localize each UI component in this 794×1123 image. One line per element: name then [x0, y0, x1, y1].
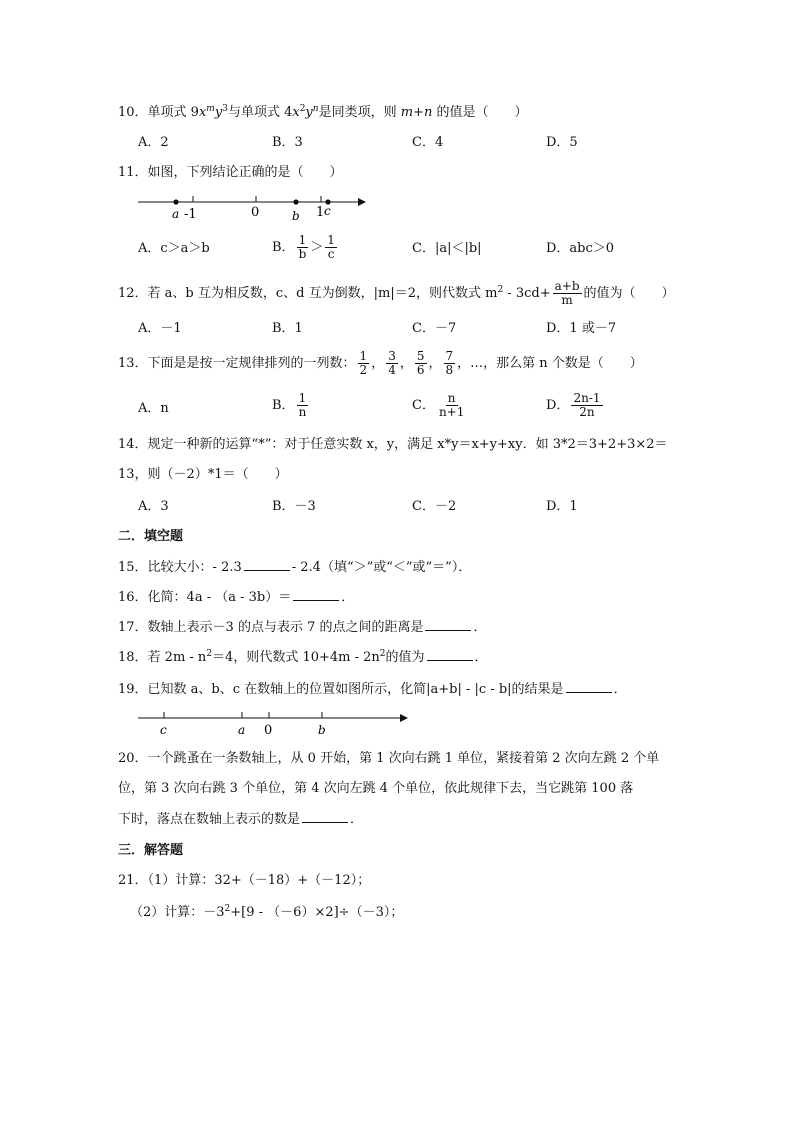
label-b: b [292, 209, 300, 223]
option-d[interactable]: D．1 [546, 499, 578, 514]
arrow-head [358, 198, 366, 206]
label-zero: 0 [251, 205, 260, 220]
option-c[interactable]: C．－2 [412, 499, 457, 514]
question-text: 是同类项，则 [318, 105, 401, 120]
fraction: $\frac{1}{2}$ [359, 349, 368, 377]
label-c: c [160, 723, 167, 737]
expr-m-plus-n: m+n [400, 105, 433, 120]
exp-n: n [312, 104, 319, 114]
fraction: $\frac{2n-1}{2n}$ [573, 391, 601, 419]
var-y: y [305, 105, 313, 120]
question-18: 18．若 $2m - n^2=4$，则代数式 $10+4m - 2n^2$的值为 ． [118, 649, 488, 665]
answer-blank[interactable] [293, 588, 339, 601]
question-11: 11．如图，下列结论正确的是（ ） [118, 165, 343, 180]
question-20-line-3: 下时，落点在数轴上表示的数是 ． [118, 812, 364, 827]
label-one: 1 [316, 205, 325, 220]
question-21-part-2: （2）计算：$-3^2+[9 - (-6)\times 2]\div(-3)$； [130, 904, 404, 920]
option-c[interactable]: C．－7 [412, 321, 457, 336]
fraction: $\frac{1}{b}$ [298, 233, 307, 261]
label-c: c [324, 204, 331, 218]
question-13: 13．下面是是按一定规律排列的一列数： $\frac{1}{2}$ ， $\frac{3}{4}$ ， $\frac{5}{6}$ ， $\frac{7}{8}$ ，…，那么第 n 个数是（ ） [118, 349, 643, 377]
arrow-head [400, 714, 408, 722]
question-21-part-1: 21．（1）计算：32+（－18）+（－12）； [118, 873, 371, 888]
option-d[interactable]: D．1 或－7 [546, 321, 617, 336]
label-a: a [238, 723, 246, 737]
var-x: x [198, 105, 207, 120]
option-a[interactable]: A．2 [138, 135, 169, 150]
option-d[interactable]: D．5 [546, 135, 578, 150]
answer-blank[interactable] [566, 680, 612, 693]
label-b: b [318, 723, 326, 737]
label-neg1: -1 [184, 207, 197, 222]
fraction: $\frac{a+b}{m}$ [554, 279, 580, 307]
fraction: $\frac{1}{n}$ [298, 391, 307, 419]
fraction: $\frac{5}{6}$ [416, 349, 425, 377]
fraction: $\frac{3}{4}$ [388, 349, 396, 377]
question-text: 与单项式 4 [227, 105, 293, 120]
answer-blank[interactable] [244, 558, 290, 571]
option-d[interactable]: D． $\frac{2n-1}{2n}$ [546, 391, 601, 419]
question-12: 12．若 a、b 互为相反数，c、d 互为倒数，|m|＝2，则代数式 $m^2 - 3cd+$ $\frac{a+b}{m}$ 的值为（ ） [118, 279, 675, 307]
option-a[interactable]: A．－1 [138, 321, 182, 336]
question-text: 的值是（ ） [432, 105, 528, 120]
question-14-line-1: 14．规定一种新的运算“*”：对于任意实数 x，y，满足 x*y＝x+y+xy．如 3*2＝3+2+3×2＝ [118, 437, 668, 452]
option-b[interactable]: B． $\frac{1}{n}$ [272, 391, 307, 419]
question-17: 17．数轴上表示－3 的点与表示 7 的点之间的距离是 ． [118, 620, 487, 635]
number-line-figure [136, 708, 408, 738]
section-heading-solutions: 三．解答题 [118, 843, 184, 858]
option-a[interactable]: A．3 [138, 499, 169, 514]
exp-3: 3 [222, 104, 228, 114]
option-c[interactable]: C． $\frac{n}{n+1}$ [412, 391, 465, 419]
label-a: a [172, 207, 180, 221]
option-b[interactable]: B．－3 [272, 499, 316, 514]
option-b[interactable]: B．3 [272, 135, 303, 150]
point-a [173, 199, 178, 204]
exp-m: m [206, 104, 215, 114]
question-20-line-2: 位，第 3 次向右跳 3 个单位，第 4 次向左跳 4 个单位，依此规律下去，当它跳第 100 落 [118, 781, 634, 796]
answer-blank[interactable] [302, 810, 348, 823]
var-y: y [214, 105, 223, 120]
question-15: 15．比较大小：- 2.3 - 2.4（填“＞”或“＜”或“＝”）． [118, 560, 472, 575]
question-19: 19．已知数 a、b、c 在数轴上的位置如图所示，化简|a+b| - |c - b|的结果是 ． [118, 682, 627, 697]
question-number: 10． [118, 105, 148, 120]
exp-2: 2 [299, 104, 306, 114]
answer-blank[interactable] [425, 618, 471, 631]
question-14-line-2: 13，则（－2）*1＝（ ） [118, 467, 288, 482]
option-b[interactable]: B．1 [272, 321, 303, 336]
question-16: 16．化简：4a - （a - 3b）＝ ． [118, 590, 355, 605]
option-a[interactable]: A．c＞a＞b [138, 241, 210, 256]
number-line-figure [136, 190, 366, 224]
fraction: $\frac{7}{8}$ [445, 349, 454, 377]
point-b [293, 199, 298, 204]
var-x: x [292, 105, 300, 120]
question-text: 单项式 9 [147, 105, 199, 120]
fraction: $\frac{n}{n+1}$ [438, 391, 465, 419]
label-zero: 0 [264, 723, 273, 738]
option-d[interactable]: D．abc＞0 [546, 241, 615, 256]
section-heading-fill-in: 二．填空题 [118, 529, 184, 544]
answer-blank[interactable] [427, 648, 473, 661]
option-c[interactable]: C．4 [412, 135, 444, 150]
option-a[interactable]: A．n [138, 401, 169, 416]
option-c[interactable]: C．|a|＜|b| [412, 241, 482, 256]
option-b[interactable]: B． $\frac{1}{b}$ ＞ $\frac{1}{c}$ [272, 233, 335, 261]
question-10 [118, 104, 527, 123]
fraction: $\frac{1}{c}$ [327, 233, 335, 261]
question-20-line-1: 20．一个跳蚤在一条数轴上，从 0 开始，第 1 次向右跳 1 单位，紧接着第 2 次向左跳 2 个单 [118, 751, 660, 766]
